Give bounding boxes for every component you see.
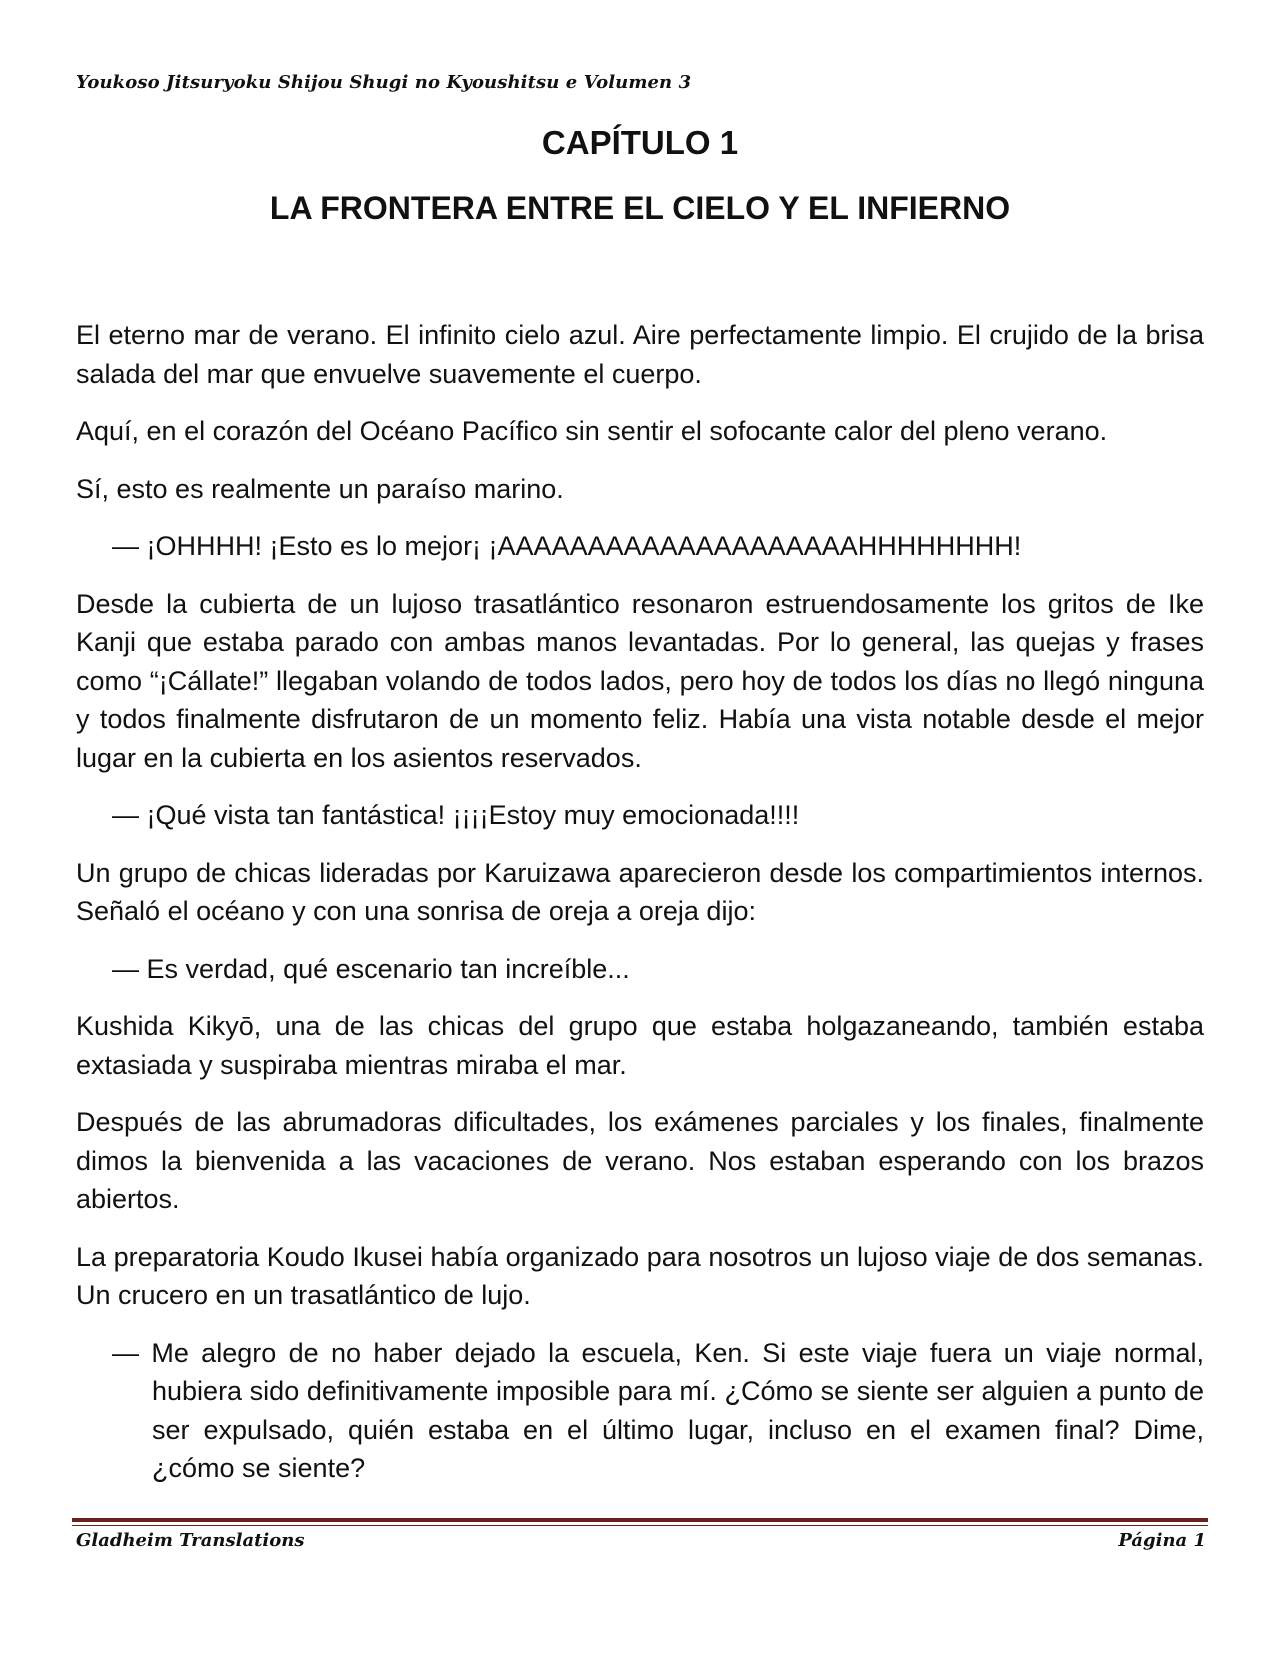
dialogue-line: — Es verdad, qué escenario tan increíble... <box>112 953 630 984</box>
dialogue-line: — ¡OHHHH! ¡Esto es lo mejor¡ ¡AAAAAAAAAAAAAAAAAAAAHHHHHHHH! <box>112 531 1022 561</box>
page-number: Página 1 <box>1118 1530 1206 1551</box>
paragraph: Después de las abrumadoras dificultades, los exámenes parciales y los finales, finalmente dimos la bienvenida a las vacaciones de verano. Nos estaban esperando con los brazos abiertos. <box>76 1107 1204 1214</box>
running-header: Youkoso Jitsuryoku Shijou Shugi no Kyoushitsu e Volumen 3 <box>76 72 692 93</box>
footer-divider-thin <box>72 1525 1208 1526</box>
footer-publisher: Gladheim Translations <box>76 1530 305 1551</box>
paragraph: Kushida Kikyō, una de las chicas del grupo que estaba holgazaneando, también estaba extasiada y suspiraba mientras miraba el mar. <box>76 1011 1204 1080</box>
body-text <box>76 316 1204 1488</box>
dialogue-line: — Me alegro de no haber dejado la escuela, Ken. Si este viaje fuera un viaje normal, hubiera sido definitivamente imposible para mí. ¿Cómo se siente ser alguien a punto de ser expulsado, quién estaba en el último lugar, incluso en el examen final? Dime, ¿cómo se siente? <box>112 1337 1204 1483</box>
paragraph: Sí, esto es realmente un paraíso marino. <box>76 473 564 504</box>
paragraph: Desde la cubierta de un lujoso trasatlántico resonaron estruendosamente los gritos de Ike Kanji que estaba parado con ambas manos levantadas. Por lo general, las quejas y frases como “¡Cállate!” llegaban volando de todos lados, pero hoy de todos los días no llegó ninguna y todos finalmente disfrutaron de un momento feliz. Había una vista notable desde el mejor lugar en la cubierta en los asientos reservados. <box>76 588 1204 773</box>
paragraph: Aquí, en el corazón del Océano Pacífico sin sentir el sofocante calor del pleno verano. <box>76 416 1108 446</box>
paragraph: El eterno mar de verano. El infinito cielo azul. Aire perfectamente limpio. El crujido de la brisa salada del mar que envuelve suavemente el cuerpo. <box>76 320 1204 389</box>
paragraph: Un grupo de chicas lideradas por Karuizawa aparecieron desde los compartimientos internos. Señaló el océano y con una sonrisa de oreja a oreja dijo: <box>76 857 1204 926</box>
paragraph: La preparatoria Koudo Ikusei había organizado para nosotros un lujoso viaje de dos semanas. Un crucero en un trasatlántico de lujo. <box>76 1241 1204 1310</box>
chapter-title: LA FRONTERA ENTRE EL CIELO Y EL INFIERNO <box>269 190 1011 226</box>
footer-divider <box>72 1518 1208 1522</box>
dialogue-line: — ¡Qué vista tan fantástica! ¡¡¡¡Estoy muy emocionada!!!! <box>112 800 800 830</box>
chapter-number: CAPÍTULO 1 <box>541 124 739 161</box>
